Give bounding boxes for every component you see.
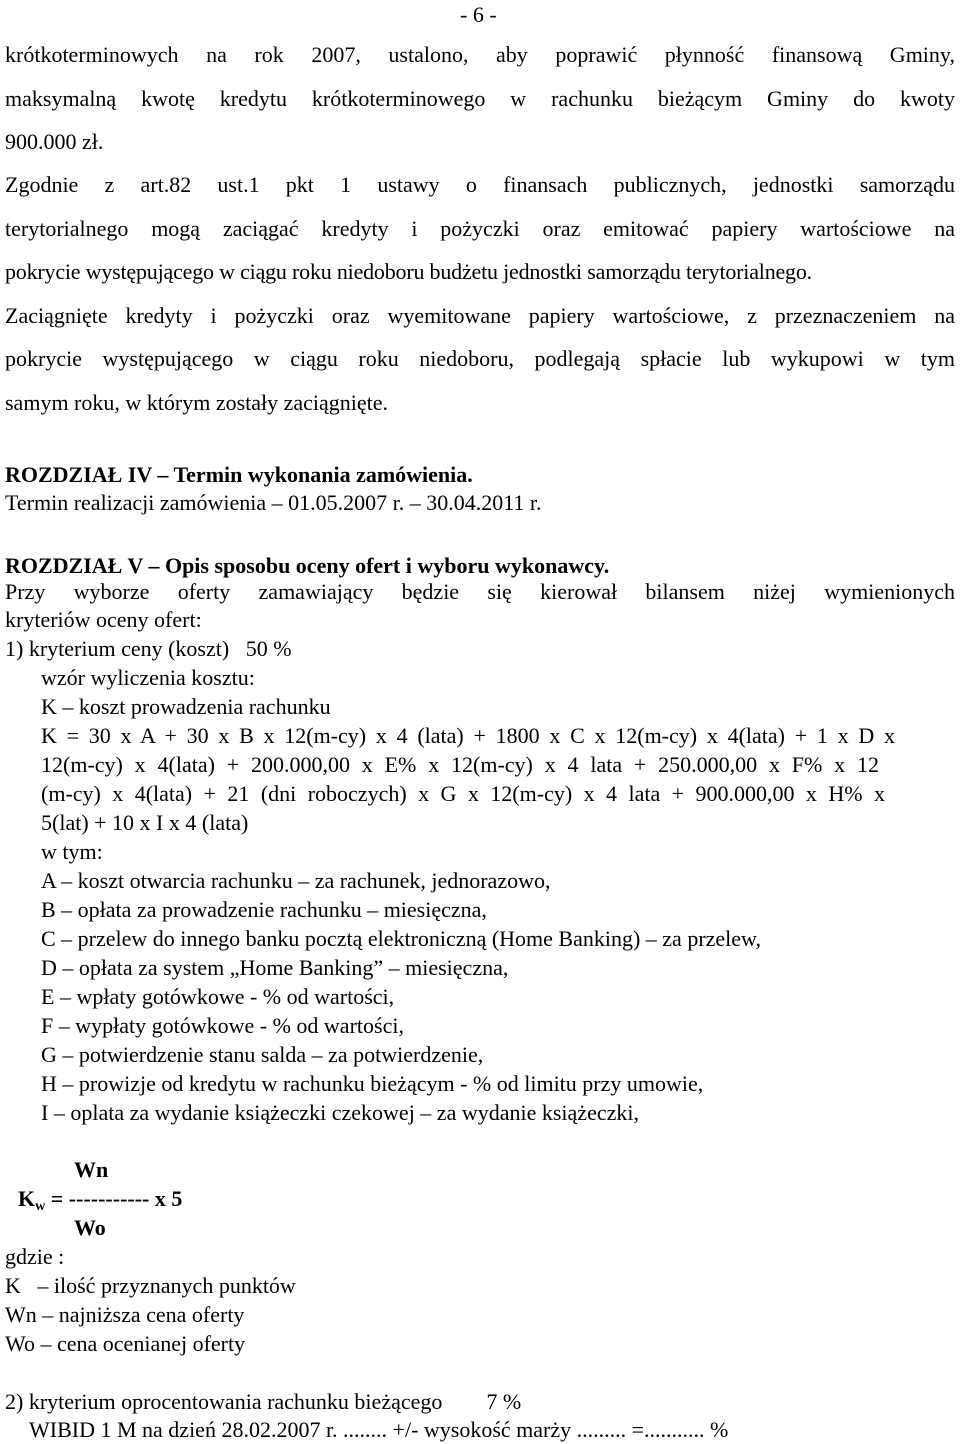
cost-item: E – wpłaty gotówkowe - % od wartości, bbox=[41, 984, 395, 1009]
legend-line: Wn – najniższa cena oferty bbox=[5, 1302, 245, 1327]
legend-line: K – ilość przyznanych punktów bbox=[5, 1273, 296, 1298]
paragraph-line: Zaciągnięte kredyty i pożyczki oraz wyemitowane papiery wartościowe, z przeznaczeniem na bbox=[5, 303, 955, 328]
cost-item: I – oplata za wydanie książeczki czekowej – za wydanie książeczki, bbox=[41, 1100, 639, 1125]
wibid-line: WIBID 1 M na dzień 28.02.2007 r. ........ +/- wysokość marży ......... =........... % bbox=[29, 1417, 729, 1442]
formula-denominator: Wo bbox=[74, 1215, 106, 1240]
formula-line: w tym: bbox=[41, 839, 103, 864]
paragraph-line: Zgodnie z art.82 ust.1 pkt 1 ustawy o finansach publicznych, jednostki samorządu bbox=[5, 172, 955, 197]
legend-line: gdzie : bbox=[5, 1244, 65, 1269]
formula-line: wzór wyliczenia kosztu: bbox=[41, 665, 255, 690]
formula-k-subscript: w bbox=[35, 1199, 46, 1214]
criterion-2: 2) kryterium oprocentowania rachunku bieżącego 7 % bbox=[5, 1389, 522, 1414]
chapter-5-intro-line: Przy wyborze oferty zamawiający będzie się kierował bilansem niżej wymienionych bbox=[5, 579, 955, 604]
chapter-4-heading: ROZDZIAŁ IV – Termin wykonania zamówienia. bbox=[5, 462, 473, 487]
paragraph-line: 900.000 zł. bbox=[5, 129, 104, 154]
cost-item: A – koszt otwarcia rachunku – za rachunek, jednorazowo, bbox=[41, 868, 551, 893]
criterion-1: 1) kryterium ceny (koszt) 50 % bbox=[5, 636, 292, 661]
formula-line: 12(m-cy) x 4(lata) + 200.000,00 x E% x 12(m-cy) x 4 lata + 250.000,00 x F% x 12 bbox=[41, 752, 879, 777]
paragraph-line: pokrycie występującego w ciągu roku niedoboru, podlegają spłacie lub wykupowi w tym bbox=[5, 346, 955, 371]
formula-line: (m-cy) x 4(lata) + 21 (dni roboczych) x G x 12(m-cy) x 4 lata + 900.000,00 x H% x bbox=[41, 781, 885, 806]
cost-item: C – przelew do innego banku pocztą elektroniczną (Home Banking) – za przelew, bbox=[41, 926, 762, 951]
page-number: - 6 - bbox=[460, 2, 497, 27]
paragraph-line: pokrycie występującego w ciągu roku niedoboru budżetu jednostki samorządu terytorialnego. bbox=[5, 259, 812, 284]
formula-numerator: Wn bbox=[74, 1157, 109, 1182]
cost-item: F – wypłaty gotówkowe - % od wartości, bbox=[41, 1013, 404, 1038]
chapter-5-heading: ROZDZIAŁ V – Opis sposobu oceny ofert i wyboru wykonawcy. bbox=[5, 553, 610, 578]
cost-item: G – potwierdzenie stanu salda – za potwierdzenie, bbox=[41, 1042, 484, 1067]
formula-middle: = ----------- x 5 bbox=[45, 1186, 183, 1211]
chapter-5-intro-line: kryteriów oceny ofert: bbox=[5, 607, 202, 632]
cost-item: H – prowizje od kredytu w rachunku bieżącym - % od limitu przy umowie, bbox=[41, 1071, 704, 1096]
paragraph-line: maksymalną kwotę kredytu krótkoterminowego w rachunku bieżącym Gminy do kwoty bbox=[5, 86, 955, 111]
formula-line: 5(lat) + 10 x I x 4 (lata) bbox=[41, 810, 249, 835]
formula-line: K = 30 x A + 30 x B x 12(m-cy) x 4 (lata) + 1800 x C x 12(m-cy) x 4(lata) + 1 x D x bbox=[41, 723, 895, 748]
cost-item: B – opłata za prowadzenie rachunku – miesięczna, bbox=[41, 897, 487, 922]
paragraph-line: samym roku, w którym zostały zaciągnięte. bbox=[5, 390, 389, 415]
formula-line: K – koszt prowadzenia rachunku bbox=[41, 694, 331, 719]
legend-line: Wo – cena ocenianej oferty bbox=[5, 1331, 246, 1356]
chapter-4-text: Termin realizacji zamówienia – 01.05.2007 r. – 30.04.2011 r. bbox=[5, 490, 542, 515]
cost-item: D – opłata za system „Home Banking” – miesięczna, bbox=[41, 955, 509, 980]
paragraph-line: krótkoterminowych na rok 2007, ustalono, aby poprawić płynność finansową Gminy, bbox=[5, 42, 955, 67]
paragraph-line: terytorialnego mogą zaciągać kredyty i pożyczki oraz emitować papiery wartościowe na bbox=[5, 216, 955, 241]
formula-k: K bbox=[18, 1186, 36, 1211]
